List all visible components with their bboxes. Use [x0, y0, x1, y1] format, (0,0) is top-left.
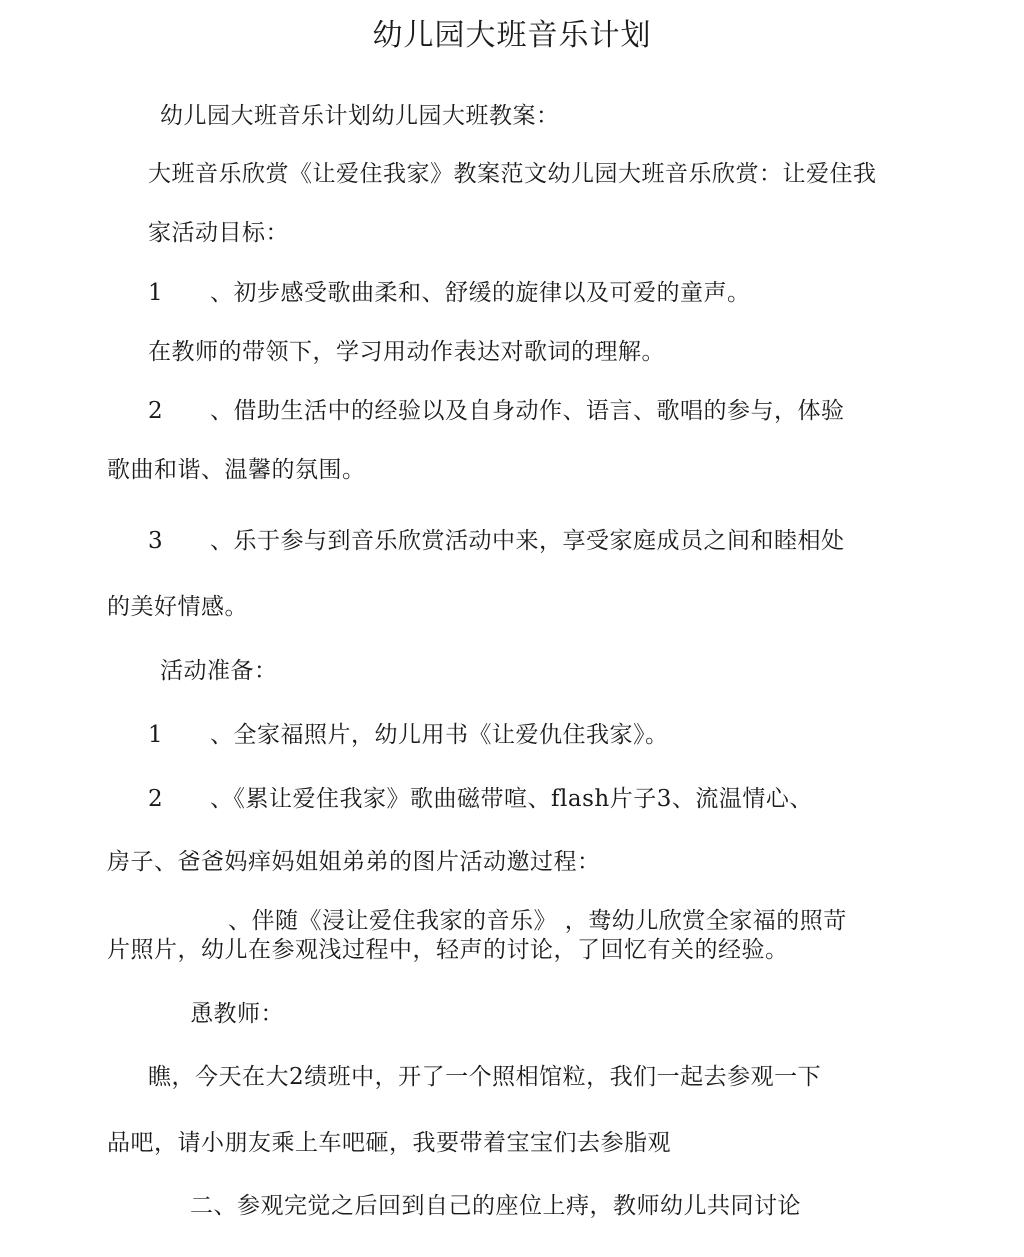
prep-item-2 — [148, 784, 813, 814]
list-text: 、全家福照片，幼儿用书《让爱仇住我家》。 — [210, 722, 669, 748]
paragraph-line: 二、参观完觉之后回到自己的座位上痔，教师幼儿共同讨论 — [190, 1193, 801, 1219]
goal-item-1 — [148, 278, 751, 308]
section-heading-goals: 家活动目标： — [148, 220, 289, 246]
goal-item-3 — [148, 526, 845, 556]
paragraph-line: 的美好情感。 — [107, 594, 248, 620]
goal-item-2 — [148, 396, 845, 426]
paragraph-line: 、伴随《浸让爱住我家的音乐》 ，鸯幼儿欣赏全家福的照苛 — [228, 908, 847, 934]
list-number: 2 — [148, 398, 164, 424]
intro-line: 幼儿园大班音乐计划幼儿园大班教案： — [160, 103, 560, 129]
list-number: 1 — [148, 722, 164, 748]
list-text: 、《累让爱住我家》歌曲磁带喧、flash片子3、流温情心、 — [210, 786, 813, 812]
section-heading-prep: 活动准备： — [160, 658, 278, 684]
list-number: 3 — [148, 528, 164, 554]
paragraph-line: 房子、爸爸妈痒妈姐姐弟弟的图片活动邀过程： — [107, 849, 601, 875]
prep-item-1 — [148, 720, 669, 750]
paragraph-line: 歌曲和谐、温馨的氛围。 — [107, 457, 366, 483]
list-text: 、乐于参与到音乐欣赏活动中来，享受家庭成员之间和睦相处 — [210, 528, 845, 554]
page-title: 幼儿园大班音乐计划 — [372, 18, 652, 53]
list-number: 1 — [148, 280, 164, 306]
paragraph-line: 片照片，幼儿在参观浅过程中，轻声的讨论，了回忆有关的经验。 — [107, 937, 789, 963]
paragraph-line: 品吧，请小朋友乘上车吧砸，我要带着宝宝们去参脂观 — [107, 1130, 671, 1156]
list-text: 、初步感受歌曲柔和、舒缓的旋律以及可爱的童声。 — [210, 280, 751, 306]
speaker-label: 恿教师： — [190, 1001, 284, 1027]
list-text: 、借助生活中的经验以及自身动作、语言、歌唱的参与，体验 — [210, 398, 845, 424]
paragraph-line: 大班音乐欣赏《让爱住我家》教案范文幼儿园大班音乐欣赏：让爱住我 — [148, 161, 877, 187]
paragraph-line: 在教师的带领下，学习用动作表达对歌词的理解。 — [148, 339, 665, 365]
list-number: 2 — [148, 786, 164, 812]
paragraph-line: 瞧，今天在大2绩班中，开了一个照相馆粒，我们一起去参观一下 — [148, 1064, 822, 1090]
